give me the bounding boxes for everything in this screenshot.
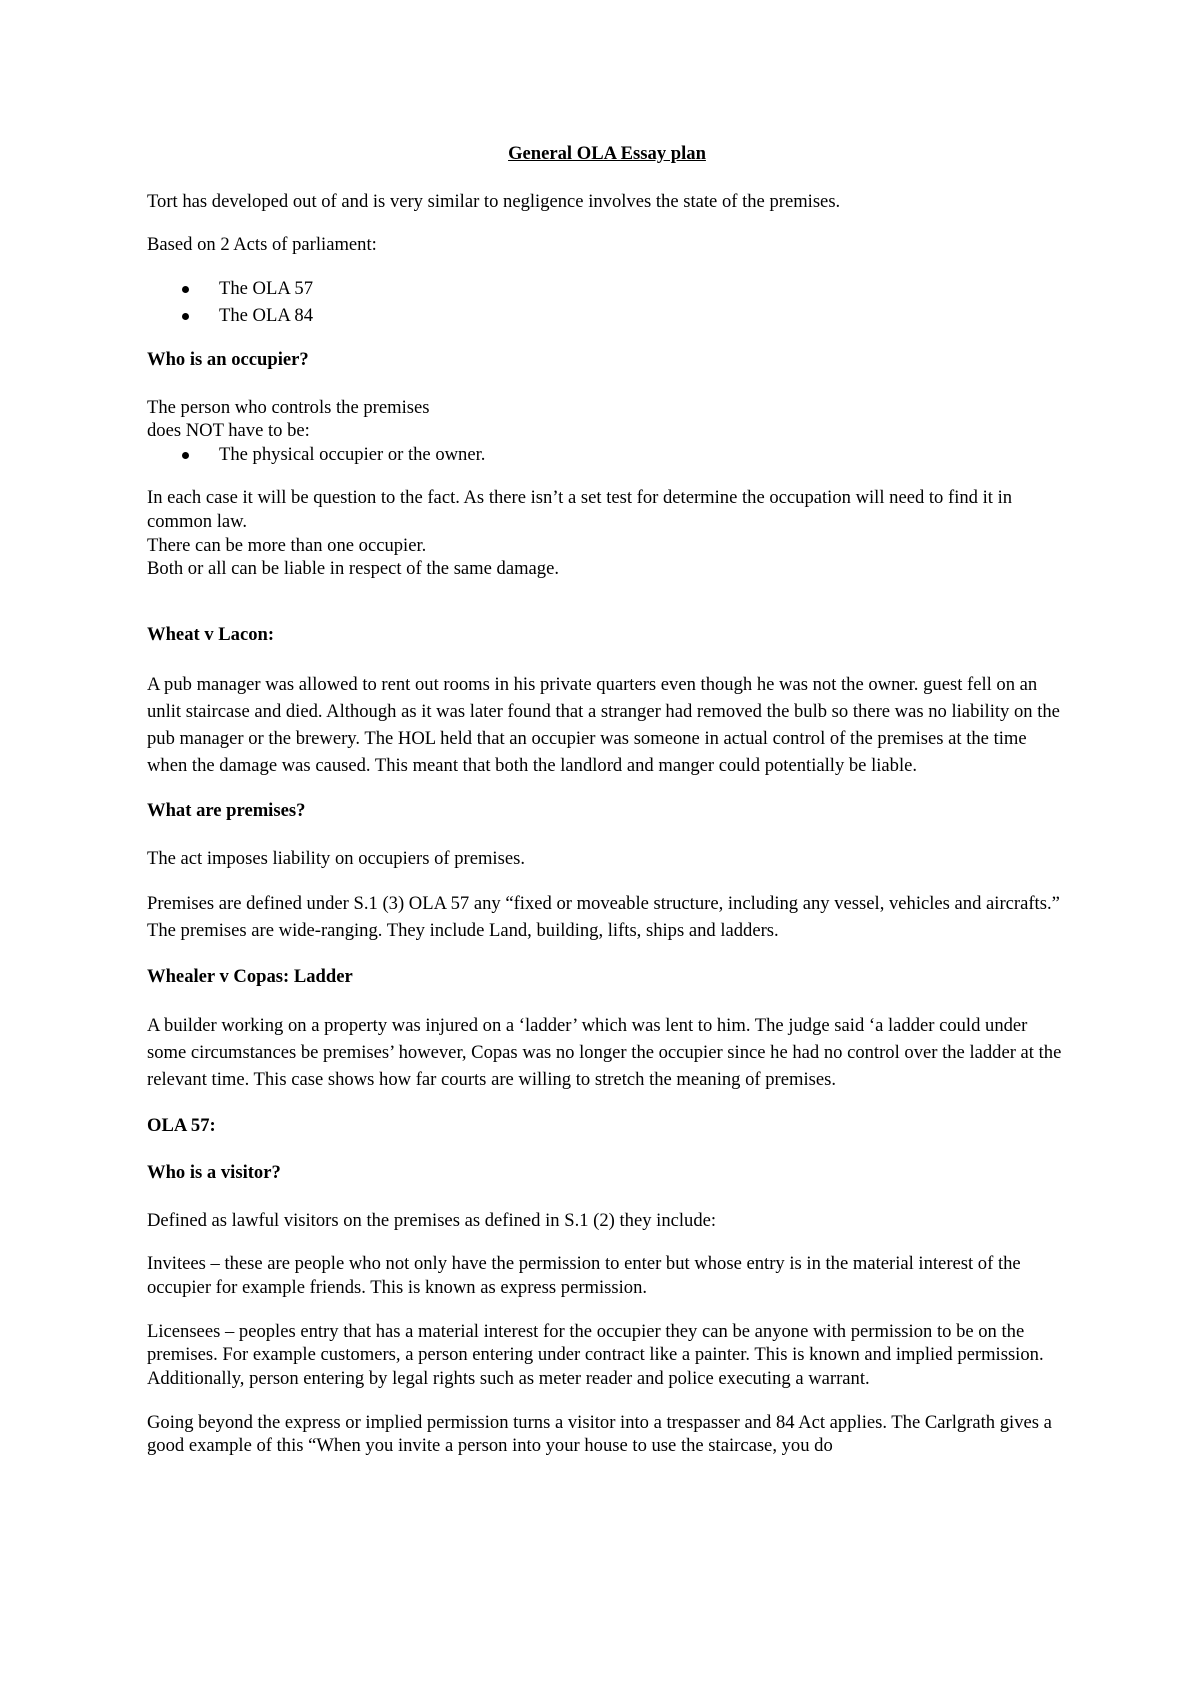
ola57-heading: OLA 57: bbox=[147, 1114, 216, 1136]
list-item-text: The physical occupier or the owner. bbox=[219, 443, 486, 465]
list-item-text: The OLA 84 bbox=[219, 305, 313, 327]
list-item bbox=[147, 277, 1067, 301]
visitor-paragraph-1: Defined as lawful visitors on the premises as defined in S.1 (2) they include: bbox=[147, 1209, 717, 1231]
list-item-text: The OLA 57 bbox=[219, 277, 313, 299]
occupier-line-2: does NOT have to be: bbox=[147, 420, 310, 442]
list-item bbox=[147, 304, 1067, 328]
document-body bbox=[147, 142, 1067, 1478]
bullet-icon bbox=[182, 286, 189, 293]
bullet-icon bbox=[182, 452, 189, 459]
visitor-paragraph-2: Invitees – these are people who not only have the permission to enter but whose entry is in the material interest of the occupier for example friends. This is known as express permission. bbox=[147, 1253, 1021, 1299]
visitor-heading: Who is a visitor? bbox=[147, 1162, 281, 1184]
spacer bbox=[147, 601, 1067, 623]
acts-lead-paragraph: Based on 2 Acts of parliament: bbox=[147, 234, 377, 256]
visitor-paragraph-4: Going beyond the express or implied permission turns a visitor into a trespasser and 84 Act applies. The Carlgrath gives a good example of this “When you invite a person into your house to use the staircase, you do bbox=[147, 1411, 1052, 1457]
occupier-paragraph-2: There can be more than one occupier. bbox=[147, 534, 427, 556]
wheat-heading: Wheat v Lacon: bbox=[147, 623, 275, 645]
intro-paragraph: Tort has developed out of and is very similar to negligence involves the state of the premises. bbox=[147, 190, 841, 212]
list-item bbox=[147, 443, 1067, 467]
occupier-paragraph-1: In each case it will be question to the fact. As there isn’t a set test for determine the occupation will need to find it in common law. bbox=[147, 487, 1013, 533]
wheat-paragraph: A pub manager was allowed to rent out rooms in his private quarters even though he was not the owner. guest fell on an unlit staircase and died. Although as it was later found that a stranger had removed the bulb so there was no liability on the pub manager or the brewery. The HOL held that an occupier was someone in actual control of the premises at the time when the damage was caused. This meant that both the landlord and manger could potentially be liable. bbox=[147, 673, 1060, 776]
occupier-line-1: The person who controls the premises bbox=[147, 396, 430, 418]
occupier-paragraph-3: Both or all can be liable in respect of the same damage. bbox=[147, 558, 560, 580]
occupier-list bbox=[147, 443, 1067, 467]
bullet-icon bbox=[182, 313, 189, 320]
visitor-paragraph-3: Licensees – peoples entry that has a material interest for the occupier they can be anyone with permission to be on the premises. For example customers, a person entering under contract like a painter. This is known and implied permission. Additionally, person entering by legal rights such as meter reader and police executing a warrant. bbox=[147, 1320, 1044, 1389]
premises-paragraph-1: The act imposes liability on occupiers of premises. bbox=[147, 847, 525, 869]
acts-list bbox=[147, 277, 1067, 328]
whealer-paragraph: A builder working on a property was injured on a ‘ladder’ which was lent to him. The judge said ‘a ladder could under some circumstances be premises’ however, Copas was no longer the occupier since he had no control over the ladder at the relevant time. This case shows how far courts are willing to stretch the meaning of premises. bbox=[147, 1015, 1062, 1091]
occupier-heading: Who is an occupier? bbox=[147, 349, 309, 371]
premises-heading: What are premises? bbox=[147, 800, 306, 822]
document-title: General OLA Essay plan bbox=[508, 143, 706, 164]
whealer-heading: Whealer v Copas: Ladder bbox=[147, 965, 353, 987]
premises-paragraph-2: Premises are defined under S.1 (3) OLA 57 any “fixed or moveable structure, including any vessel, vehicles and aircrafts.” The premises are wide-ranging. They include Land, building, lifts, ships and ladders. bbox=[147, 893, 1060, 942]
